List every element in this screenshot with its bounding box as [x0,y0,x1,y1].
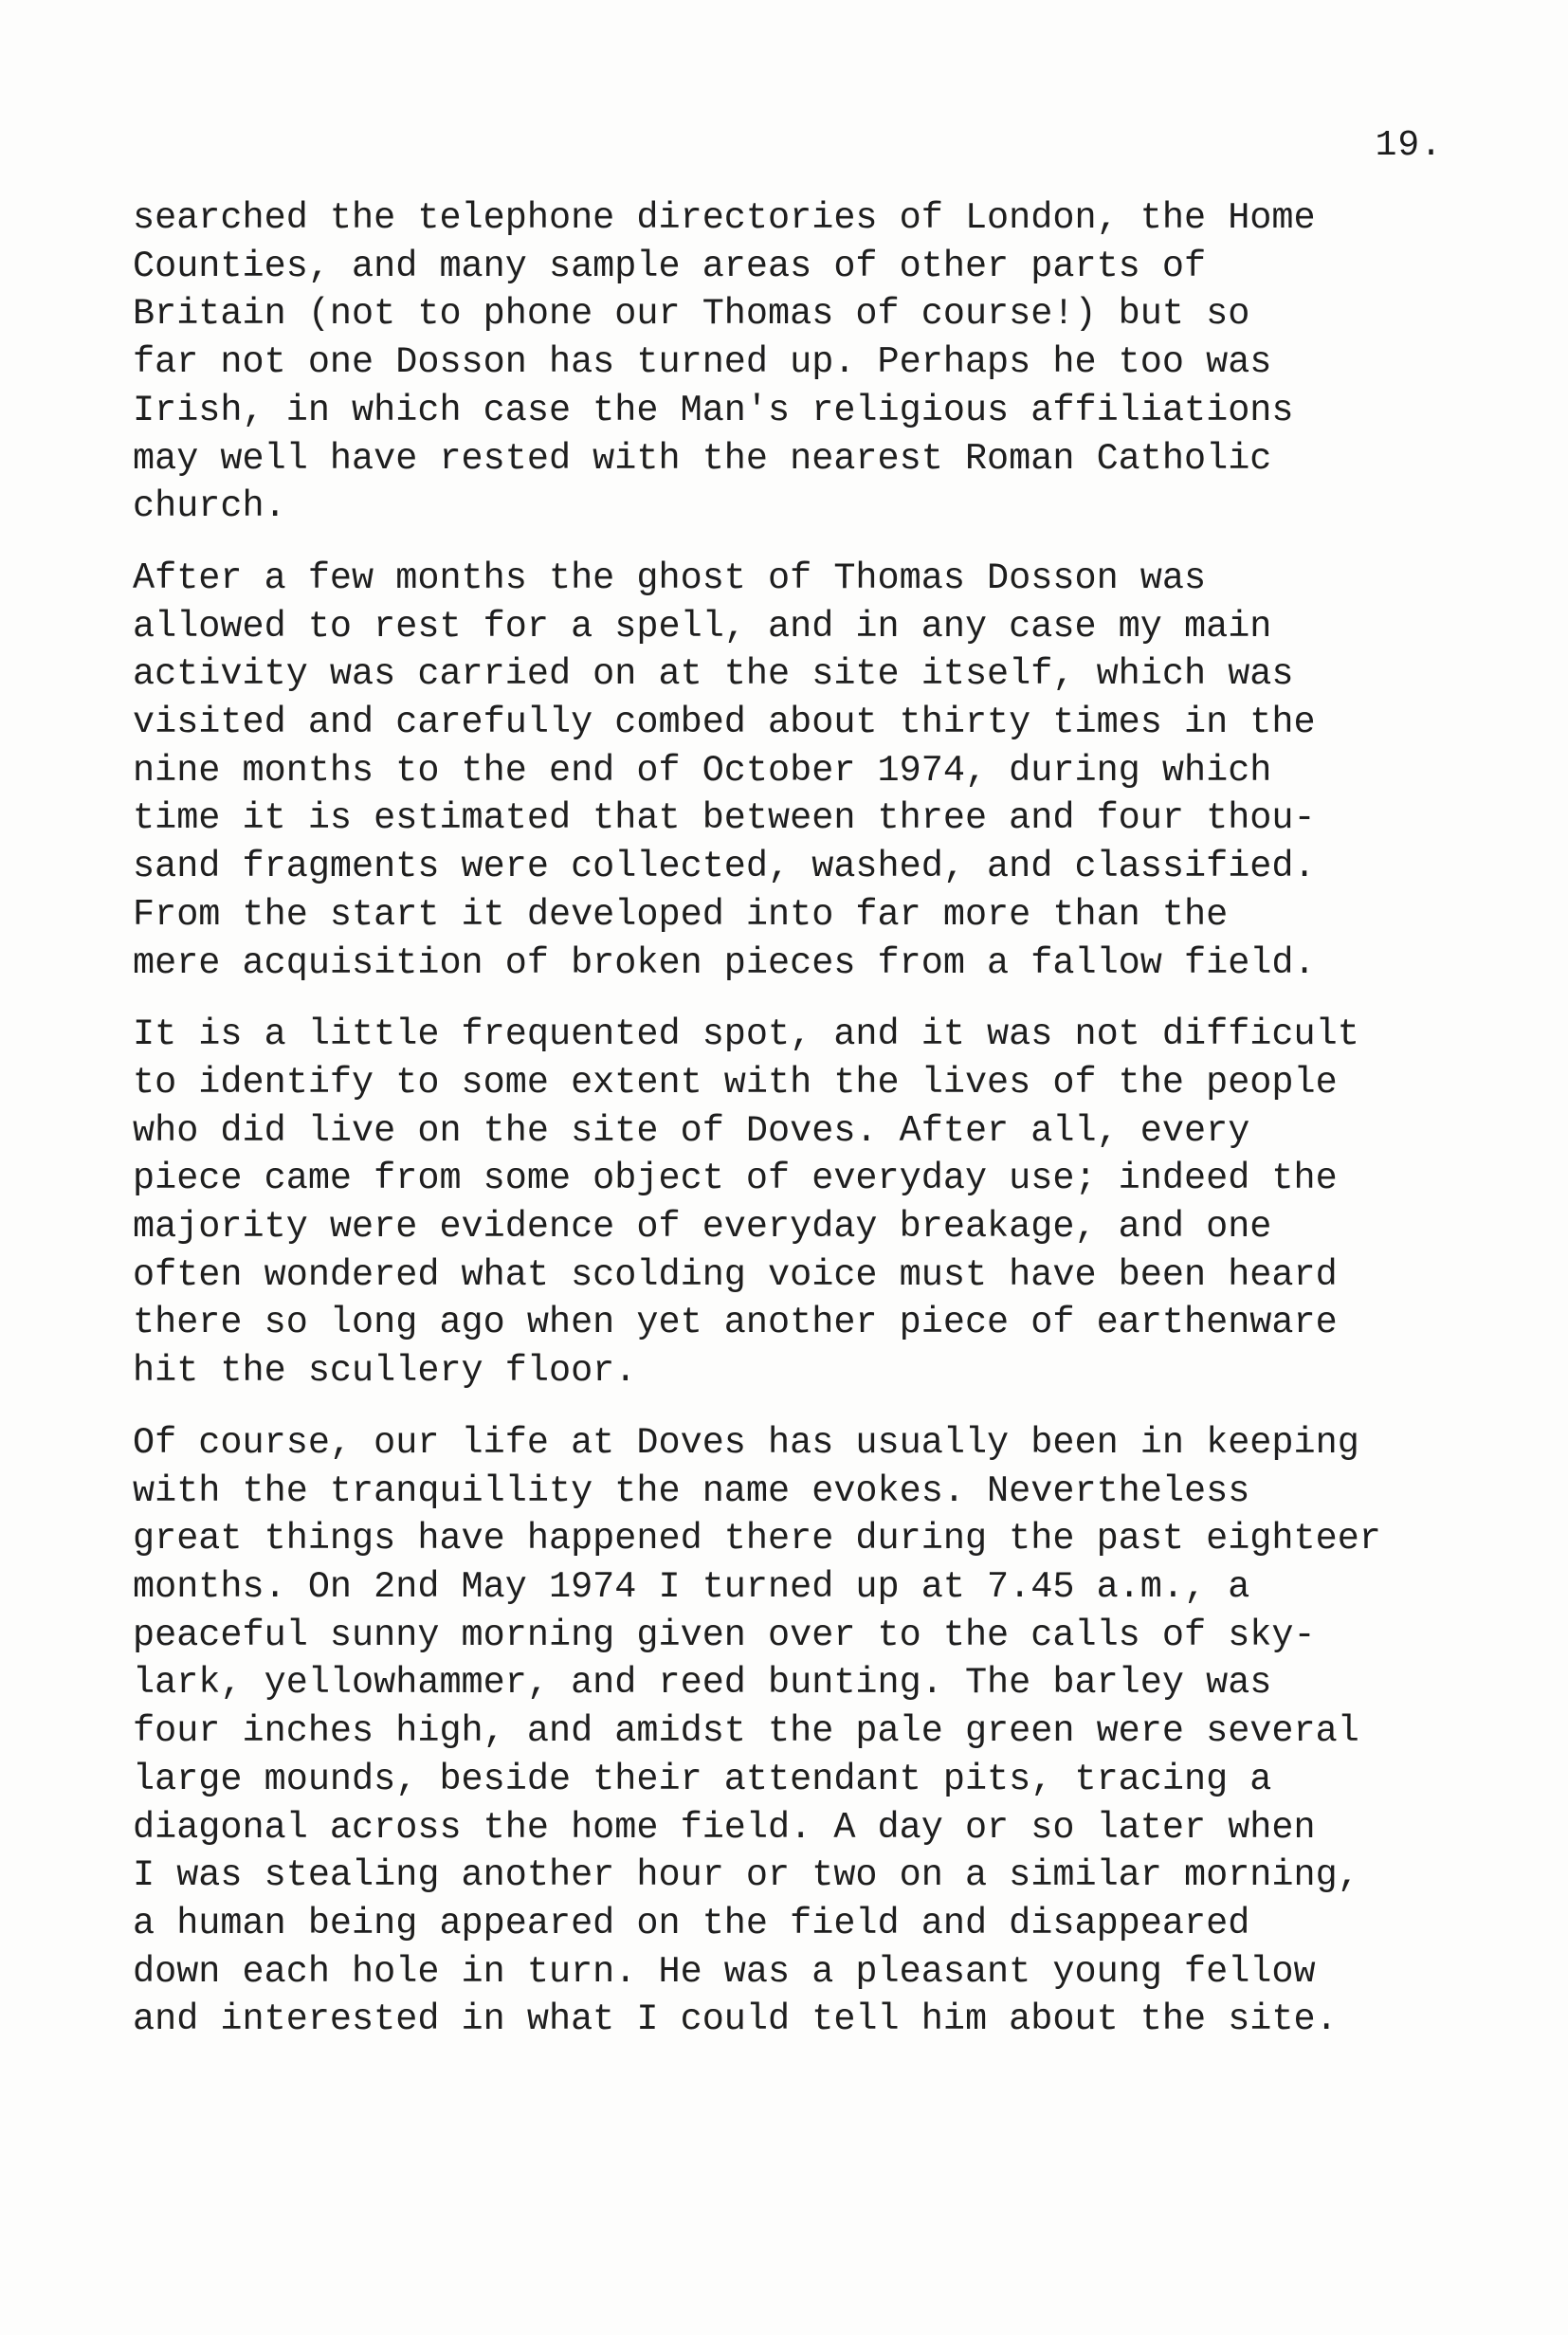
text-line: It is a little frequented spot, and it was not difficult [133,1013,1359,1056]
text-line: who did live on the site of Doves. After all, every [133,1109,1250,1152]
text-line: nine months to the end of October 1974, during which [133,749,1272,792]
text-line: Irish, in which case the Man's religious affiliations [133,389,1294,431]
text-line: often wondered what scolding voice must have been heard [133,1253,1338,1296]
text-line: Britain (not to phone our Thomas of course!) but so [133,293,1250,336]
paragraph-4 [133,1419,1488,2044]
text-line: diagonal across the home field. A day or so later when [133,1806,1316,1849]
text-line: down each hole in turn. He was a pleasant young fellow [133,1950,1316,1993]
text-line: sand fragments were collected, washed, and classified. [133,846,1316,888]
paragraph-2 [133,555,1488,987]
text-line: time it is estimated that between three and four thou- [133,797,1316,840]
text-line: From the start it developed into far more than the [133,893,1229,936]
text-line: allowed to rest for a spell, and in any case my main [133,605,1272,648]
text-line: months. On 2nd May 1974 I turned up at 7.45 a.m., a [133,1565,1250,1608]
text-line: with the tranquillity the name evokes. Nevertheless [133,1469,1250,1512]
text-line: mere acquisition of broken pieces from a fallow field. [133,941,1316,984]
body-text [133,194,1488,2068]
text-line: and interested in what I could tell him about the site. [133,1998,1338,2041]
text-line: visited and carefully combed about thirty times in the [133,702,1316,744]
text-line: four inches high, and amidst the pale green were several [133,1710,1359,1753]
text-line: large mounds, beside their attendant pits, tracing a [133,1758,1272,1800]
text-line: may well have rested with the nearest Roman Catholic [133,437,1272,480]
page-number: 19. [1375,125,1443,166]
paragraph-3 [133,1011,1488,1396]
paragraph-1 [133,194,1488,531]
text-line: peaceful sunny morning given over to the calls of sky- [133,1614,1316,1656]
text-line: there so long ago when yet another piece of earthenware [133,1302,1338,1344]
text-line: Counties, and many sample areas of other parts of [133,245,1207,287]
text-line: lark, yellowhammer, and reed bunting. The barley was [133,1662,1272,1705]
text-line: Of course, our life at Doves has usually been in keeping [133,1421,1359,1464]
text-line: a human being appeared on the field and disappeared [133,1902,1250,1944]
text-line: activity was carried on at the site itself, which was [133,653,1294,696]
text-line: great things have happened there during the past eighteer [133,1518,1381,1560]
text-line: far not one Dosson has turned up. Perhaps he too was [133,341,1272,384]
text-line: church. [133,485,286,528]
text-line: to identify to some extent with the lives of the people [133,1061,1338,1104]
text-line: majority were evidence of everyday breakage, and one [133,1206,1272,1249]
text-line: I was stealing another hour or two on a similar morning, [133,1854,1359,1897]
text-line: searched the telephone directories of London, the Home [133,197,1316,239]
text-line: After a few months the ghost of Thomas Dosson was [133,556,1207,599]
text-line: piece came from some object of everyday use; indeed the [133,1158,1338,1200]
text-line: hit the scullery floor. [133,1350,637,1393]
